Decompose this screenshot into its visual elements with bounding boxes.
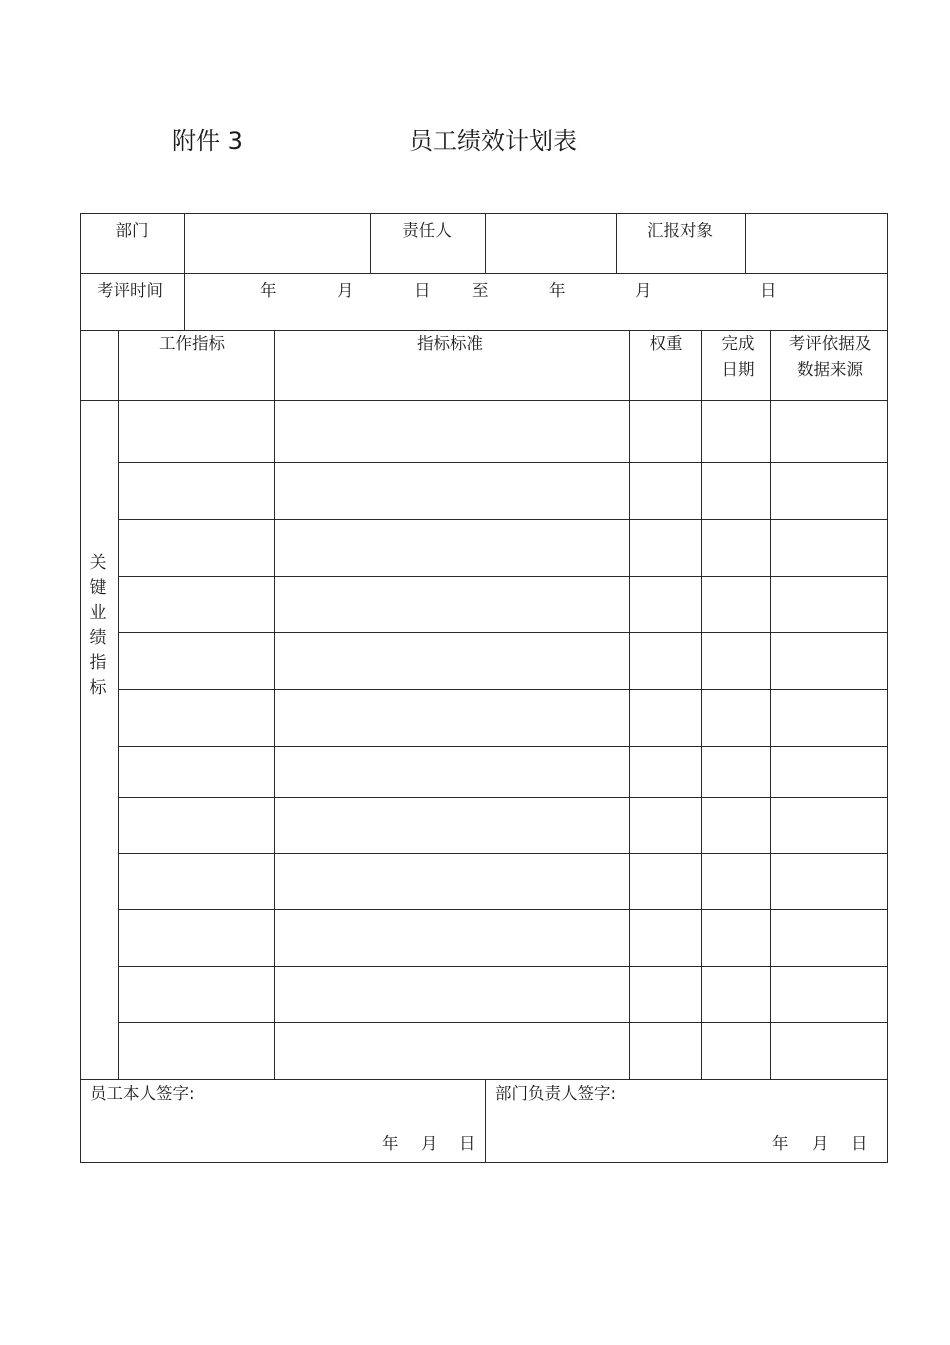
- evaluation-basis-cell[interactable]: [774, 466, 883, 515]
- column-divider: [370, 214, 371, 273]
- kpi-row-divider: [118, 909, 887, 910]
- column-header-completion-date: 完成日期: [721, 334, 755, 379]
- start-year-label: 年: [260, 281, 277, 300]
- work-indicator-cell[interactable]: [122, 750, 270, 793]
- kpi-row-divider: [118, 632, 887, 633]
- work-indicator-cell[interactable]: [122, 523, 270, 572]
- completion-date-cell[interactable]: [705, 1026, 766, 1075]
- indicator-standard-cell[interactable]: [278, 857, 625, 905]
- completion-date-cell[interactable]: [705, 580, 766, 628]
- column-header-indicator-standard: 指标标准: [417, 334, 483, 353]
- column-divider: [274, 330, 275, 1079]
- employee-sign-day-label: 日: [459, 1134, 476, 1153]
- report-to-field[interactable]: [748, 218, 884, 268]
- evaluation-basis-cell[interactable]: [774, 970, 883, 1018]
- indicator-standard-cell[interactable]: [278, 466, 625, 515]
- indicator-standard-cell[interactable]: [278, 1026, 625, 1075]
- evaluation-basis-cell[interactable]: [774, 750, 883, 793]
- column-divider: [184, 273, 185, 330]
- weight-cell[interactable]: [633, 801, 697, 849]
- kpi-row-divider: [118, 746, 887, 747]
- end-month-label: 月: [635, 281, 652, 300]
- row-divider: [81, 1079, 887, 1080]
- start-month-label: 月: [337, 281, 354, 300]
- evaluation-basis-cell[interactable]: [774, 523, 883, 572]
- indicator-standard-cell[interactable]: [278, 750, 625, 793]
- column-header-weight: 权重: [649, 334, 683, 353]
- completion-date-cell[interactable]: [705, 970, 766, 1018]
- employee-sign-month-label: 月: [421, 1134, 438, 1153]
- employee-signature-field[interactable]: [91, 1109, 371, 1129]
- document-title: 员工绩效计划表: [409, 127, 577, 155]
- work-indicator-cell[interactable]: [122, 1026, 270, 1075]
- employee-sign-year-label: 年: [382, 1134, 399, 1153]
- responsible-person-field[interactable]: [488, 218, 613, 268]
- column-header-evaluation-basis: 考评依据及数据来源: [788, 334, 872, 379]
- work-indicator-cell[interactable]: [122, 693, 270, 742]
- work-indicator-cell[interactable]: [122, 801, 270, 849]
- row-divider: [81, 273, 887, 274]
- work-indicator-cell[interactable]: [122, 636, 270, 685]
- weight-cell[interactable]: [633, 913, 697, 962]
- manager-sign-year-label: 年: [772, 1134, 789, 1153]
- weight-cell[interactable]: [633, 857, 697, 905]
- weight-cell[interactable]: [633, 523, 697, 572]
- weight-cell[interactable]: [633, 636, 697, 685]
- indicator-standard-cell[interactable]: [278, 580, 625, 628]
- report-to-label: 汇报对象: [647, 221, 713, 240]
- manager-sign-month-label: 月: [812, 1134, 829, 1153]
- column-divider: [184, 214, 185, 273]
- department-field[interactable]: [187, 218, 367, 268]
- evaluation-basis-cell[interactable]: [774, 693, 883, 742]
- work-indicator-cell[interactable]: [122, 913, 270, 962]
- weight-cell[interactable]: [633, 1026, 697, 1075]
- manager-sign-day-label: 日: [851, 1134, 868, 1153]
- weight-cell[interactable]: [633, 750, 697, 793]
- work-indicator-cell[interactable]: [122, 857, 270, 905]
- evaluation-basis-cell[interactable]: [774, 404, 883, 458]
- work-indicator-cell[interactable]: [122, 404, 270, 458]
- work-indicator-cell[interactable]: [122, 466, 270, 515]
- kpi-row-divider: [118, 1022, 887, 1023]
- completion-date-cell[interactable]: [705, 466, 766, 515]
- indicator-standard-cell[interactable]: [278, 913, 625, 962]
- evaluation-basis-cell[interactable]: [774, 580, 883, 628]
- column-divider: [485, 214, 486, 273]
- kpi-row-divider: [118, 966, 887, 967]
- indicator-standard-cell[interactable]: [278, 523, 625, 572]
- kpi-row-divider: [118, 576, 887, 577]
- weight-cell[interactable]: [633, 970, 697, 1018]
- manager-signature-label: 部门负责人签字:: [495, 1084, 617, 1103]
- kpi-row-divider: [118, 519, 887, 520]
- row-divider: [81, 400, 887, 401]
- department-label: 部门: [115, 221, 149, 240]
- kpi-row-divider: [118, 853, 887, 854]
- end-year-label: 年: [549, 281, 566, 300]
- weight-cell[interactable]: [633, 693, 697, 742]
- completion-date-cell[interactable]: [705, 857, 766, 905]
- indicator-standard-cell[interactable]: [278, 801, 625, 849]
- column-divider: [701, 330, 702, 1079]
- completion-date-cell[interactable]: [705, 404, 766, 458]
- attachment-number: 附件 3: [172, 127, 243, 155]
- responsible-person-label: 责任人: [402, 221, 452, 240]
- manager-signature-field[interactable]: [495, 1109, 775, 1129]
- evaluation-basis-cell[interactable]: [774, 636, 883, 685]
- column-divider: [770, 330, 771, 1079]
- indicator-standard-cell[interactable]: [278, 693, 625, 742]
- evaluation-period-label: 考评时间: [97, 281, 163, 300]
- completion-date-cell[interactable]: [705, 750, 766, 793]
- column-divider: [629, 330, 630, 1079]
- completion-date-cell[interactable]: [705, 523, 766, 572]
- evaluation-basis-cell[interactable]: [774, 857, 883, 905]
- column-divider: [118, 330, 119, 1079]
- completion-date-cell[interactable]: [705, 693, 766, 742]
- completion-date-cell[interactable]: [705, 913, 766, 962]
- start-day-label: 日: [414, 281, 431, 300]
- completion-date-cell[interactable]: [705, 636, 766, 685]
- key-performance-indicators-label: 关键业绩指标: [89, 553, 107, 698]
- kpi-row-divider: [118, 689, 887, 690]
- column-divider: [616, 214, 617, 273]
- weight-cell[interactable]: [633, 404, 697, 458]
- weight-cell[interactable]: [633, 580, 697, 628]
- weight-cell[interactable]: [633, 466, 697, 515]
- evaluation-basis-cell[interactable]: [774, 913, 883, 962]
- employee-signature-label: 员工本人签字:: [90, 1084, 195, 1103]
- work-indicator-cell[interactable]: [122, 970, 270, 1018]
- work-indicator-cell[interactable]: [122, 580, 270, 628]
- kpi-row-divider: [118, 462, 887, 463]
- evaluation-basis-cell[interactable]: [774, 1026, 883, 1075]
- indicator-standard-cell[interactable]: [278, 404, 625, 458]
- indicator-standard-cell[interactable]: [278, 636, 625, 685]
- end-day-label: 日: [760, 281, 777, 300]
- completion-date-cell[interactable]: [705, 801, 766, 849]
- performance-plan-form: [80, 213, 888, 1163]
- column-divider: [745, 214, 746, 273]
- column-divider: [485, 1079, 486, 1162]
- kpi-row-divider: [118, 797, 887, 798]
- evaluation-basis-cell[interactable]: [774, 801, 883, 849]
- column-header-work-indicator: 工作指标: [159, 334, 225, 353]
- period-to-label: 至: [472, 281, 489, 300]
- indicator-standard-cell[interactable]: [278, 970, 625, 1018]
